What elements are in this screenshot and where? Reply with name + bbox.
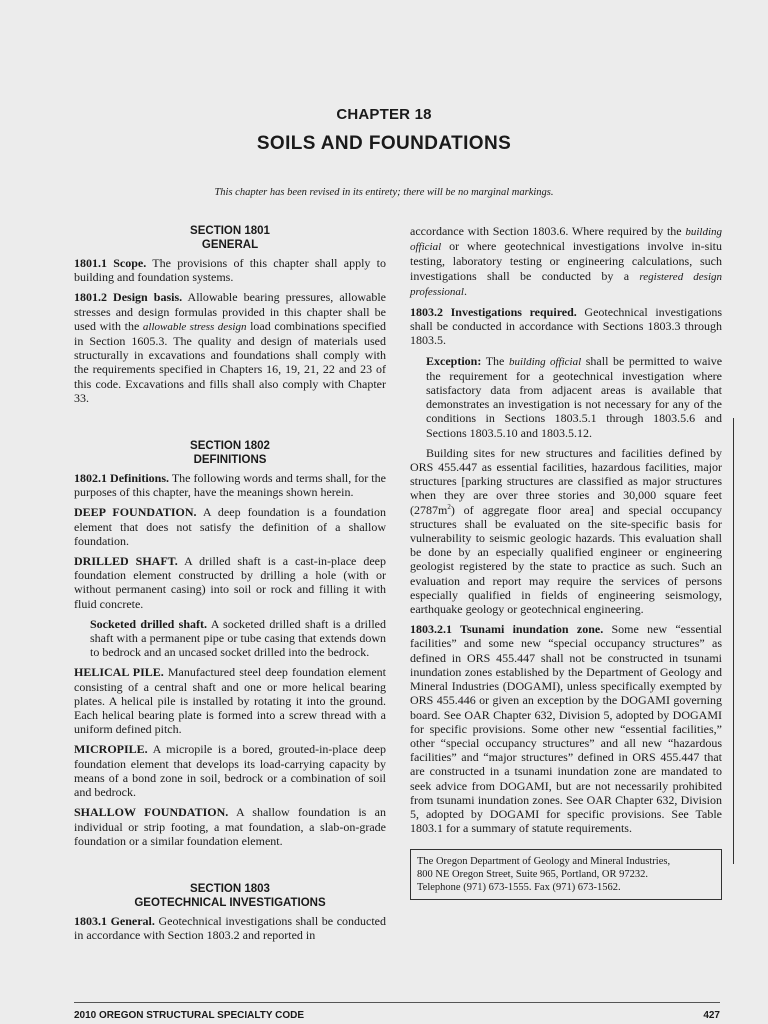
superscript: 2: [447, 502, 451, 511]
contact-line: Telephone (971) 673-1555. Fax (971) 673-1562.: [417, 882, 621, 894]
exception: [410, 354, 722, 440]
para-body: The following words and terms shall, for the purposes of this chapter, have the meanings shown herein.: [74, 471, 386, 500]
def-head: Socketed drilled shaft.: [90, 616, 208, 631]
para-body: or where geotechnical investigations involve in-situ testing, laboratory testing or engineering calculations, such investigations shall be conducted by a: [410, 239, 722, 283]
section-name: DEFINITIONS: [193, 454, 267, 467]
def-head: HELICAL PILE.: [74, 665, 164, 680]
para-head: 1801.2 Design basis.: [74, 290, 183, 305]
para-body: Geotechnical investigations shall be conducted in accordance with Sections 1803.3 through 1803.5.: [410, 305, 722, 348]
page-number: 427: [703, 1010, 720, 1021]
section-name: GEOTECHNICAL INVESTIGATIONS: [134, 896, 326, 909]
right-column: [410, 224, 722, 900]
para-body: accordance with Section 1803.6. Where required by the: [410, 224, 682, 238]
def-body: A socketed drilled shaft is a drilled shaft with a permanent pipe or tube casing that extends down to bedrock and an uncased socket drilled into the bedrock.: [90, 616, 387, 660]
para-body: The provisions of this chapter shall apply to building and foundation systems.: [74, 256, 386, 285]
para-head: 1803.2 Investigations required.: [410, 305, 577, 320]
def-body: A deep foundation is a foundation element that does not satisfy the definition of a shallow foundation.: [74, 505, 387, 548]
section-number: SECTION 1802: [190, 440, 270, 453]
def-head: MICROPILE.: [74, 742, 148, 757]
contact-line: 800 NE Oregon Street, Suite 965, Portland, OR 97232.: [417, 869, 648, 881]
section-1803-heading: [74, 882, 386, 910]
def-socketed-drilled-shaft: [74, 617, 386, 660]
section-1801-heading: [74, 224, 386, 252]
para-body: ) of aggregate floor area] and special occupancy structures shall be evaluated on the site-specific basis for vulnerability to seismic geologic hazards. This evaluation shall be done by an especially qualified engineer or engineering geologist registered by the state to practice as such. Such an evaluation and report may require the services of persons especially qualified in fields of engineering seismology, earthquake geology or geotechnical engineering.: [410, 502, 722, 617]
defined-term: allowable stress design: [142, 320, 247, 333]
section-number: SECTION 1801: [190, 225, 270, 237]
para-body: Allowable bearing pressures, allowable stresses and design formulas provided in this chapter shall be used with the: [74, 290, 386, 333]
def-deep-foundation: [74, 505, 386, 548]
def-head: DEEP FOUNDATION.: [74, 505, 197, 520]
para-1801-1: [74, 256, 386, 284]
para-1803-2: [410, 305, 722, 348]
def-body: Manufactured steel deep foundation element consisting of a central shaft and one or more helical bearing plates. A helical pile is installed by rotating it into the ground. Each helical bearing plate is formed into a screw thread with a uniform defined pitch.: [74, 665, 386, 737]
footer-rule: [74, 1002, 720, 1003]
defined-term: building official: [410, 226, 723, 254]
def-body: A micropile is a bored, grouted-in-place deep foundation element that develops its load-carrying capacity by means of a bond zone in soil, bedrock or a combination of soil and bedrock.: [74, 742, 386, 800]
def-body: A shallow foundation is an individual or strip footing, a mat foundation, a slab-on-grade foundation or a similar foundation element.: [74, 805, 386, 848]
def-body: A drilled shaft is a cast-in-place deep foundation element constructed by drilling a hole (with or without permanent casing) into soil or rock and filling it with fluid concrete.: [74, 554, 386, 611]
para-head: 1803.1 General.: [74, 913, 155, 928]
def-drilled-shaft: [74, 554, 386, 611]
def-head: SHALLOW FOUNDATION.: [74, 805, 229, 820]
para-1803-1-continued: [410, 224, 722, 299]
para-body: load combinations specified in Section 1605.3. The quality and design of materials used structurally in excavations and foundations shall comply with the requirements specified in Chapters 16, 19, 21, 22 and 23 of this code. Excavations and fills shall also comply with Chapter 33.: [74, 318, 386, 405]
para-body: The: [485, 353, 505, 368]
para-head: 1802.1 Definitions.: [74, 471, 170, 486]
chapter-number: CHAPTER 18: [336, 106, 432, 123]
def-head: DRILLED SHAFT.: [74, 554, 178, 569]
def-shallow-foundation: [74, 805, 386, 848]
para-1803-2-1: [410, 622, 722, 835]
para-1801-2: [74, 290, 386, 405]
defined-term: building official: [508, 355, 582, 368]
para-head: 1801.1 Scope.: [74, 256, 147, 270]
para-body: .: [464, 283, 467, 298]
para-body: Some new “essential facilities” and some new “special occupancy structures” as defined in ORS 455.447 shall not be constructed in tsunami inundation zones established by the Department of Geology and Mineral Industries (DOGAMI), unless specifically exempted by ORS 455.446 or given an exception by the DOGAMI governing board. See OAR Chapter 632, Division 5, adopted by DOGAMI for specific provisions. Some other new “essential facilities,” other “special occupancy structures” and all new “hazardous facilities” and “major structures” defined in ORS 455.447 that are constructed in a tsunami inundation zone are mandated to seek advice from DOGAMI, but are not necessarily prohibited from tsunami inundation zones. See OAR Chapter 632, Division 5, adopted by DOGAMI for specific provisions. See Table 1803.1 for a summary of statute requirements.: [410, 622, 722, 836]
section-1802-heading: [74, 439, 386, 467]
revision-note: This chapter has been revised in its entirety; there will be no marginal markings.: [214, 187, 554, 198]
footer-code-name: 2010 OREGON STRUCTURAL SPECIALTY CODE: [74, 1010, 305, 1021]
section-name: GENERAL: [201, 239, 259, 251]
revision-bar: [733, 418, 734, 864]
chapter-title: SOILS AND FOUNDATIONS: [256, 133, 512, 154]
para-body: Geotechnical investigations shall be conducted in accordance with Section 1803.2 and reported in: [74, 913, 387, 943]
para-1803-1: [74, 914, 386, 942]
def-micropile: [74, 742, 386, 799]
contact-line: The Oregon Department of Geology and Mineral Industries,: [417, 856, 671, 868]
dogami-contact-box: [410, 849, 722, 900]
para-body: shall be permitted to waive the requirement for a geotechnical investigation where satisfactory data from adjacent areas is available that demonstrates an investigation is not necessary for any of the conditions in Sections 1803.5.1 through 1803.5.6 and Sections 1803.5.10 and 1803.5.12.: [426, 353, 723, 440]
para-head: 1803.2.1 Tsunami inundation zone.: [410, 622, 604, 637]
defined-term: registered design professional: [410, 270, 723, 298]
left-column: [74, 224, 386, 948]
para-body: Building sites for new structures and facilities defined by ORS 455.447 as essential facilities, hazardous facilities, major structures [parking structures are classified as major structures when they are over three stories and 30,000 square feet (2787m: [410, 445, 722, 517]
para-building-sites: [410, 446, 722, 616]
para-1802-1: [74, 471, 386, 499]
def-helical-pile: [74, 665, 386, 736]
section-number: SECTION 1803: [190, 882, 270, 895]
exception-head: Exception:: [426, 353, 482, 368]
